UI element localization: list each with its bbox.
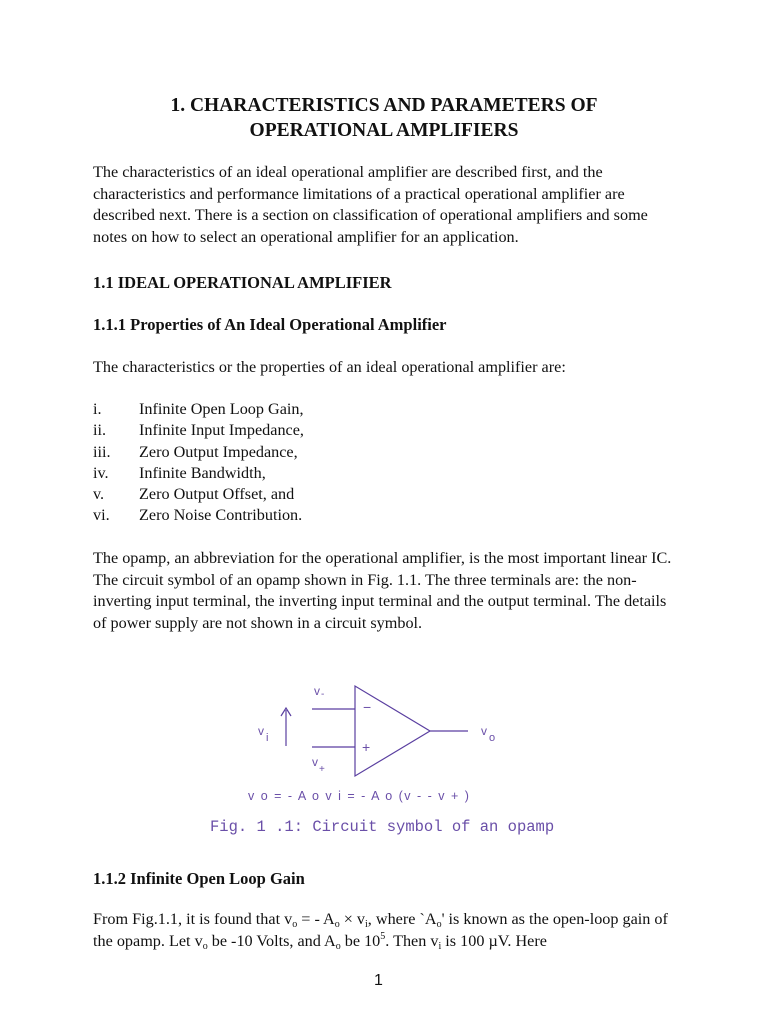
opamp-paragraph: The opamp, an abbreviation for the operational amplifier, is the most important linear IC. The circuit symbol of an opamp shown in Fig. 1.1. The three terminals are: the non-inverting input terminal, the inverting input terminal and the output terminal. The details of power supply are not shown in a circuit symbol. [93, 549, 672, 632]
plus-sign: + [362, 739, 371, 755]
intro-paragraph: The characteristics of an ideal operational amplifier are described first, and the characteristics and performance limitations of a practical operational amplifier are described next. There is a section on classification of operational amplifiers and some notes on how to select an operational amplifier for an application. [93, 163, 648, 246]
list-item [93, 463, 493, 484]
gain-paragraph: From Fig.1.1, it is found that $v_o$ = - $A_o \times v_i$, where $`A_o'$ is known as the open-loop gain of the opamp. Let $v_o$ be -10 Volts, and $A_o$ be $10^5$. Then $v_i$ is 100 µV. Here [93, 910, 668, 952]
properties-intro: The characteristics or the properties of an ideal operational amplifier are: [93, 358, 566, 376]
list-item-text: Infinite Open Loop Gain, [139, 400, 304, 418]
title-line-2: OPERATIONAL AMPLIFIERS [249, 120, 519, 141]
v-plus-label: $v_+$ [312, 755, 325, 775]
vi-label: v i [258, 724, 269, 744]
section-heading-1-1-1: 1.1.1 Properties of An Ideal Operational Amplifier [93, 315, 447, 334]
list-item-number: i. [93, 400, 102, 418]
list-item [93, 420, 493, 441]
page-number: 1 [374, 972, 383, 989]
opamp-figure [200, 678, 580, 843]
opamp-equation: v o = - A o v i = - A o (v - - v + ) [248, 789, 471, 803]
vo-label: v o [481, 724, 496, 744]
section-heading-1-1-2: 1.1.2 Infinite Open Loop Gain [93, 869, 305, 888]
list-item-number: iii. [93, 442, 111, 461]
list-item-number: ii. [93, 421, 107, 440]
v-minus-label: v- [314, 684, 325, 700]
list-item-text: Zero Noise Contribution. [139, 506, 303, 525]
figure-caption: Fig. 1 .1: Circuit symbol of an opamp [210, 818, 555, 836]
list-item-text: Infinite Input Impedance, [139, 421, 304, 440]
list-item [93, 505, 493, 526]
list-item [93, 484, 493, 505]
minus-sign: − [363, 699, 372, 715]
list-item-text: Zero Output Offset, and [139, 485, 295, 504]
list-item-text: Infinite Bandwidth, [139, 463, 266, 482]
list-item-number: vi. [93, 506, 110, 525]
title-line-1: 1. CHARACTERISTICS AND PARAMETERS OF [170, 95, 598, 116]
list-item [93, 399, 493, 420]
list-item-number: iv. [93, 463, 109, 482]
properties-list [93, 399, 493, 527]
section-heading-1-1: 1.1 IDEAL OPERATIONAL AMPLIFIER [93, 273, 392, 292]
list-item [93, 442, 493, 463]
list-item-text: Zero Output Impedance, [139, 442, 298, 461]
list-item-number: v. [93, 485, 105, 504]
page-title [60, 93, 708, 143]
